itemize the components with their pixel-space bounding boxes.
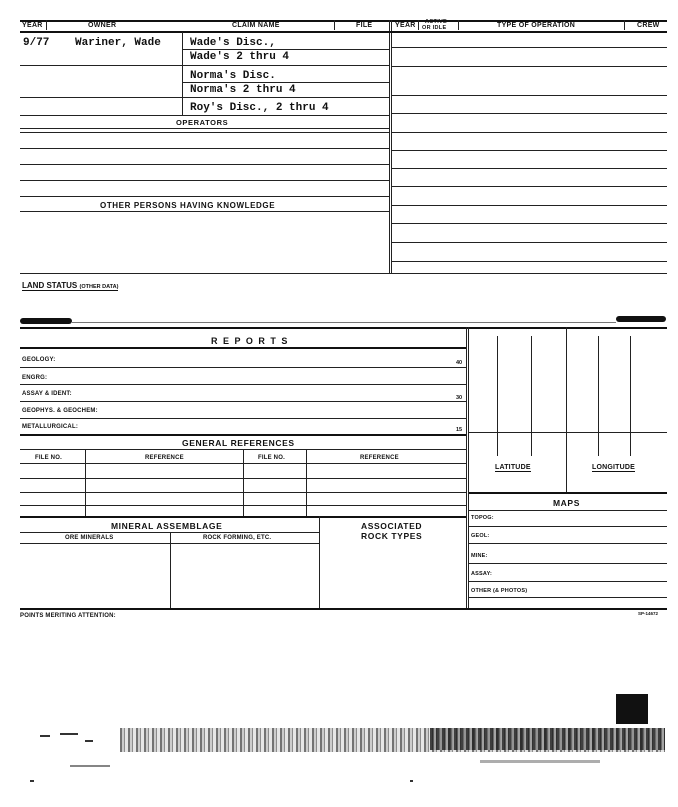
row-line — [20, 384, 466, 385]
maps-top-border — [469, 492, 667, 494]
maps-other: OTHER (& PHOTOS) — [471, 588, 528, 594]
right-panel-divider — [468, 327, 469, 609]
right-panel-divider — [466, 327, 467, 609]
row-line — [20, 401, 466, 402]
claim-3: Norma's Disc. — [190, 70, 276, 82]
row-line — [20, 434, 466, 436]
right-row-line — [392, 223, 667, 224]
right-row-line — [392, 95, 667, 96]
row-line — [20, 148, 389, 149]
claim-column-divider — [182, 32, 183, 115]
row-line — [20, 65, 389, 66]
header-file: FILE — [356, 22, 373, 29]
right-row-line — [392, 150, 667, 151]
scan-speck — [70, 765, 110, 767]
divider — [458, 20, 459, 30]
bottom-border — [20, 608, 667, 610]
scan-speck — [30, 780, 34, 782]
row-line — [20, 463, 466, 464]
row-line — [182, 82, 389, 83]
rock-types-label: ROCK TYPES — [361, 531, 423, 541]
latitude-label: LATITUDE — [495, 464, 531, 471]
operators-label: OPERATORS — [176, 118, 229, 127]
col-file-no-2: FILE NO. — [258, 455, 285, 461]
scan-speck — [60, 733, 78, 735]
divider — [46, 20, 47, 30]
right-row-line — [392, 47, 667, 48]
header-or-idle: OR IDLE — [422, 25, 447, 31]
right-row-line — [392, 261, 667, 262]
header-owner: OWNER — [88, 22, 117, 29]
right-column-divider — [391, 20, 392, 273]
row-line — [469, 563, 667, 564]
claim-1: Wade's Disc., — [190, 37, 276, 49]
rock-forming-label: ROCK FORMING, ETC. — [203, 535, 272, 541]
divider — [334, 20, 335, 30]
header-year-2: YEAR — [395, 22, 416, 29]
grid-line — [630, 336, 631, 456]
right-row-line — [392, 168, 667, 169]
row-line — [469, 581, 667, 582]
report-geology: GEOLOGY: — [22, 357, 56, 363]
grid-line — [531, 336, 532, 456]
scan-artifact-block — [616, 694, 648, 724]
row-line — [20, 180, 389, 181]
row-line — [469, 597, 667, 598]
header-active: ACTIVE — [425, 19, 447, 25]
other-persons-label: OTHER PERSONS HAVING KNOWLEDGE — [100, 201, 276, 210]
report-assay-num: 30 — [456, 395, 463, 401]
header-year: YEAR — [22, 22, 43, 29]
row-line — [20, 505, 466, 506]
row-line — [469, 543, 667, 544]
form-code: SP-14672 — [638, 611, 659, 616]
row-line — [469, 526, 667, 527]
grid-line — [598, 336, 599, 456]
grid-line — [566, 327, 567, 492]
mineral-top-border — [20, 516, 466, 518]
maps-title: MAPS — [553, 498, 580, 508]
row-line — [20, 273, 667, 274]
row-line — [20, 196, 389, 197]
longitude-label: LONGITUDE — [592, 464, 636, 471]
right-row-line — [392, 242, 667, 243]
redaction-mark — [20, 318, 72, 324]
report-metallurgical: METALLURGICAL: — [22, 424, 79, 430]
row-line — [20, 132, 389, 133]
row-line — [20, 367, 466, 368]
scan-speck — [40, 735, 50, 737]
separator-line — [72, 322, 616, 323]
right-row-line — [392, 66, 667, 67]
grid-line — [497, 336, 498, 456]
right-row-line — [392, 132, 667, 133]
maps-topog: TOPOG: — [471, 515, 494, 521]
claim-5: Roy's Disc., 2 thru 4 — [190, 102, 329, 114]
points-meriting-attention-label: POINTS MERITING ATTENTION: — [20, 613, 116, 619]
grid-line — [469, 432, 667, 433]
general-references-title: GENERAL REFERENCES — [182, 438, 295, 448]
row-line — [20, 164, 389, 165]
scan-speck — [480, 760, 600, 763]
land-status-label: LAND STATUS (OTHER DATA) — [22, 281, 119, 290]
header-type-of-operation: TYPE OF OPERATION — [497, 22, 576, 29]
column-divider — [319, 516, 320, 609]
col-file-no: FILE NO. — [35, 455, 62, 461]
row-line — [469, 510, 667, 511]
claim-2: Wade's 2 thru 4 — [190, 51, 290, 63]
reports-header-border — [20, 347, 466, 349]
row-line — [20, 478, 466, 479]
maps-geol: GEOL: — [471, 533, 490, 539]
redaction-mark — [616, 316, 666, 322]
entry-year: 9/77 — [23, 37, 50, 49]
report-geophys: GEOPHYS. & GEOCHEM: — [22, 408, 98, 414]
maps-assay: ASSAY: — [471, 571, 493, 577]
report-geology-num: 40 — [456, 360, 463, 366]
right-row-line — [392, 113, 667, 114]
row-line — [20, 492, 466, 493]
row-line — [20, 543, 319, 544]
right-row-line — [392, 186, 667, 187]
ore-minerals-label: ORE MINERALS — [65, 535, 114, 541]
right-row-line — [392, 205, 667, 206]
entry-owner: Wariner, Wade — [75, 37, 161, 49]
scan-noise-band-dark — [430, 728, 665, 750]
col-reference: REFERENCE — [145, 455, 184, 461]
associated-label: ASSOCIATED — [361, 521, 423, 531]
row-line — [20, 418, 466, 419]
header-claim-name: CLAIM NAME — [232, 22, 280, 29]
divider — [624, 20, 625, 30]
section-border — [20, 327, 667, 329]
row-line — [20, 211, 389, 212]
report-metallurgical-num: 15 — [456, 427, 463, 433]
row-line — [182, 49, 389, 50]
mineral-assemblage-title: MINERAL ASSEMBLAGE — [111, 521, 223, 531]
report-assay: ASSAY & IDENT: — [22, 391, 72, 397]
divider — [418, 20, 419, 30]
row-line — [20, 128, 389, 129]
col-reference-2: REFERENCE — [360, 455, 399, 461]
scan-speck — [85, 740, 93, 742]
header-crew: CREW — [637, 22, 660, 29]
reports-title: R E P O R T S — [211, 336, 289, 346]
right-column-divider — [389, 20, 390, 273]
maps-mine: MINE: — [471, 553, 488, 559]
claim-4: Norma's 2 thru 4 — [190, 84, 296, 96]
header-bottom-border — [20, 31, 667, 33]
row-line — [20, 97, 389, 98]
scan-speck — [410, 780, 413, 782]
row-line — [20, 115, 389, 116]
report-engrg: ENGRG: — [22, 375, 48, 381]
